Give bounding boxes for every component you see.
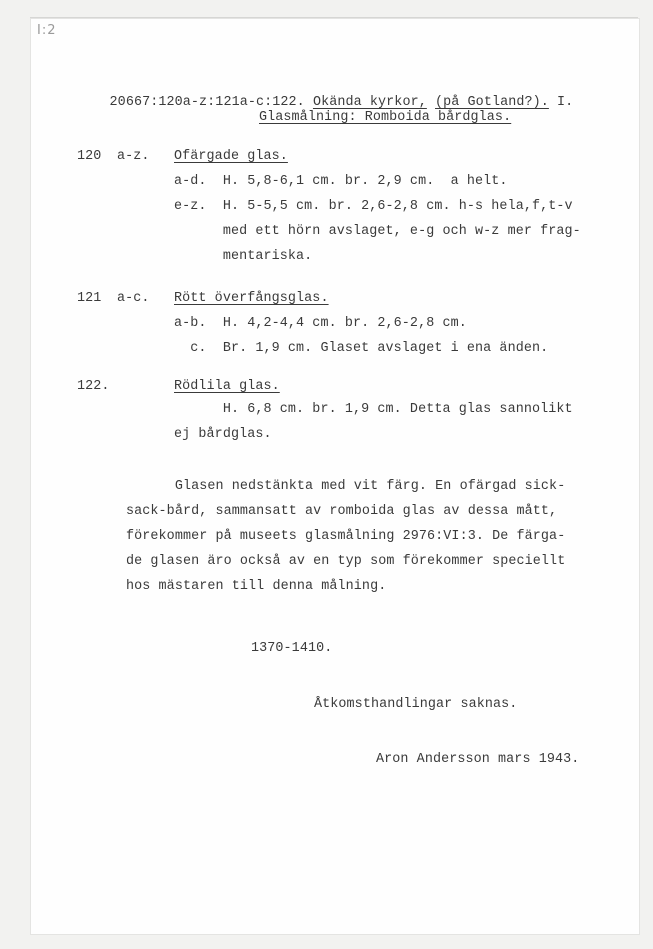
- church-name: Okända kyrkor,: [312, 95, 427, 110]
- section-120-line: a-d. H. 5,8-6,1 cm. br. 2,9 cm. a helt.: [174, 174, 508, 189]
- section-122-line: ej bårdglas.: [174, 427, 272, 442]
- paragraph-line: sack-bård, sammansatt av romboida glas av dessa mått,: [126, 504, 558, 519]
- section-120-range: a-z.: [117, 149, 150, 164]
- subtitle: Glasmålning: Romboida bårdglas.: [259, 110, 512, 125]
- section-120-line: e-z. H. 5-5,5 cm. br. 2,6-2,8 cm. h-s hela,f,t-v: [174, 199, 573, 214]
- paragraph-line: Glasen nedstänkta med vit färg. En ofärgad sick-: [126, 479, 566, 494]
- section-122-title: Rödlila glas.: [174, 379, 280, 394]
- section-121-title: Rött överfångsglas.: [174, 291, 329, 306]
- catalog-number: 20667:120a-z:121a-c:122.: [109, 95, 305, 110]
- paragraph-line: de glasen äro också av en typ som förekommer speciellt: [126, 554, 566, 569]
- section-122-line: H. 6,8 cm. br. 1,9 cm. Detta glas sannolikt: [174, 402, 573, 417]
- section-120-title: Ofärgade glas.: [174, 149, 288, 164]
- section-120-line: med ett hörn avslaget, e-g och w-z mer frag-: [174, 224, 581, 239]
- acquisition-note: Åtkomsthandlingar saknas.: [314, 697, 518, 712]
- paragraph-line: förekommer på museets glasmålning 2976:VI:3. De färga-: [126, 529, 566, 544]
- pencil-archive-mark: I:2: [37, 23, 57, 38]
- section-121-range: a-c.: [117, 291, 150, 306]
- section-121-line: c. Br. 1,9 cm. Glaset avslaget i ena änden.: [174, 341, 549, 356]
- section-120-line: mentariska.: [174, 249, 313, 264]
- catalog-card: [30, 18, 640, 935]
- section-120-num: 120: [77, 149, 102, 164]
- roman-numeral: I.: [557, 95, 574, 110]
- section-121-num: 121: [77, 291, 102, 306]
- paragraph-line: hos mästaren till denna målning.: [126, 579, 387, 594]
- place-name: (på Gotland?).: [435, 95, 549, 110]
- dating: 1370-1410.: [251, 641, 333, 656]
- section-121-line: a-b. H. 4,2-4,4 cm. br. 2,6-2,8 cm.: [174, 316, 467, 331]
- signature: Aron Andersson mars 1943.: [376, 752, 580, 767]
- section-122-num: 122.: [77, 379, 110, 394]
